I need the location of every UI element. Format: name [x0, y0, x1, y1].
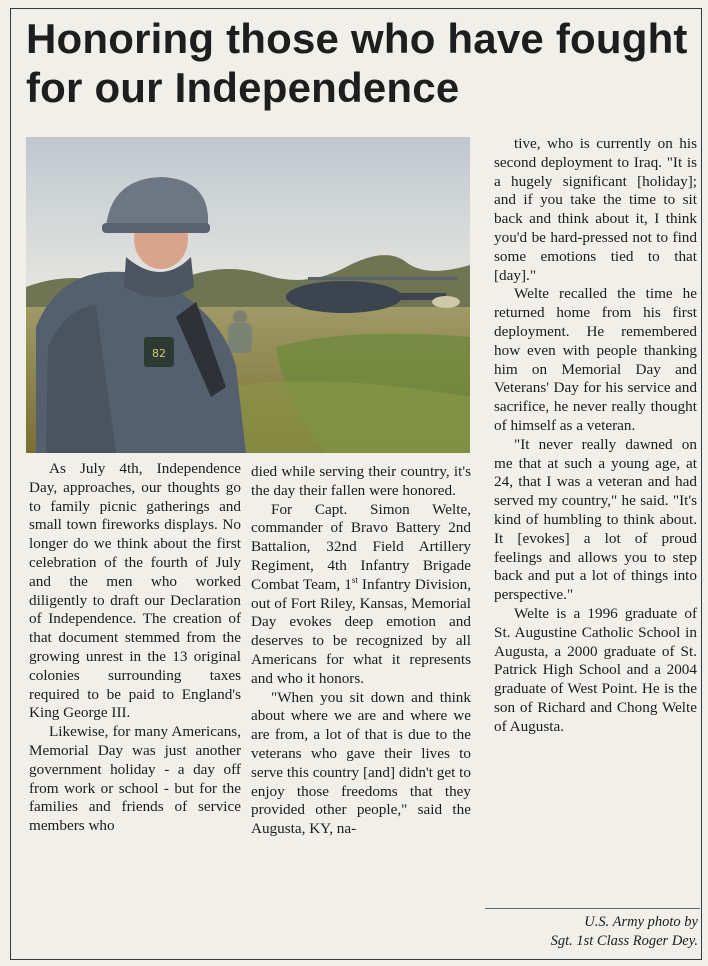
ordinal-suffix: st — [351, 574, 358, 585]
photo-credit-line: U.S. Army photo by — [584, 914, 698, 930]
paragraph-text: Infantry Division, out of Fort Riley, Kansas, Memorial Day evokes deep emotion and deserves to be recognized by all Americans for what it represents and who it honors. — [251, 575, 472, 687]
article-column-1 — [29, 460, 241, 836]
paragraph: As July 4th, Independence Day, approaches, our thoughts go to family picnic gatherings and small town fireworks displays. No longer do we think about the first celebration of the fourth of July and the men who worked diligently to draft our Declaration of Independence. The creation of that document stemmed from the growing unrest in the 13 original colonies surrounding taxes required to be paid to England's King George III. — [29, 460, 241, 722]
paragraph: Welte is a 1996 graduate of St. Augustine Catholic School in Augusta, a 2000 graduate of St. Patrick High School and a 2004 graduate of West Point. He is the son of Richard and Chong Welte of Augusta. — [494, 604, 697, 735]
paragraph: Likewise, for many Americans, Memorial Day was just another government holiday - a day off from work or school - but for the families and friends of service members who — [29, 723, 241, 835]
photo-credit — [488, 913, 698, 951]
paragraph: "When you sit down and think about where we are and where we are from, a lot of that is due to the veterans who gave their lives to serve this country [and] didn't get to enjoy those freedoms that they provided other people," said the Augusta, KY, na- — [251, 688, 471, 838]
paragraph-text: For Capt. Simon Welte, commander of Bravo Battery 2nd Battalion, 32nd Field Artillery Regiment, 4th Infantry Brigade Combat Team, 1 — [251, 500, 471, 593]
paragraph: tive, who is currently on his second deployment to Iraq. "It is a hugely significant [holiday]; and if you take the time to sit back and think about it, I think you'd be hard-pressed not to find some emotions tied to that [day]." — [494, 135, 697, 284]
headline: Honoring those who have fought for our Independence — [26, 15, 688, 111]
paragraph — [251, 501, 471, 689]
paragraph: Welte recalled the time he returned home from his first deployment. He remembered how even with people thanking him on Memorial Day and Veterans' Day for his service and sacrifice, he never really thought of himself as a veteran. — [494, 285, 697, 434]
paragraph: "It never really dawned on me that at such a young age, at 24, that I was a veteran and had served my country," he said. "It's kind of humbling to think about. It [evokes] a lot of proud feelings and allows you to step back and put a lot of things into perspective." — [494, 435, 697, 604]
article-column-2 — [251, 463, 471, 839]
article-column-3 — [494, 135, 697, 737]
paragraph: died while serving their country, it's the day their fallen were honored. — [251, 463, 471, 499]
article-photo — [26, 137, 470, 453]
photo-credit-line: Sgt. 1st Class Roger Dey. — [550, 933, 698, 949]
credit-divider — [485, 908, 700, 909]
svg-text:82: 82 — [152, 347, 166, 360]
